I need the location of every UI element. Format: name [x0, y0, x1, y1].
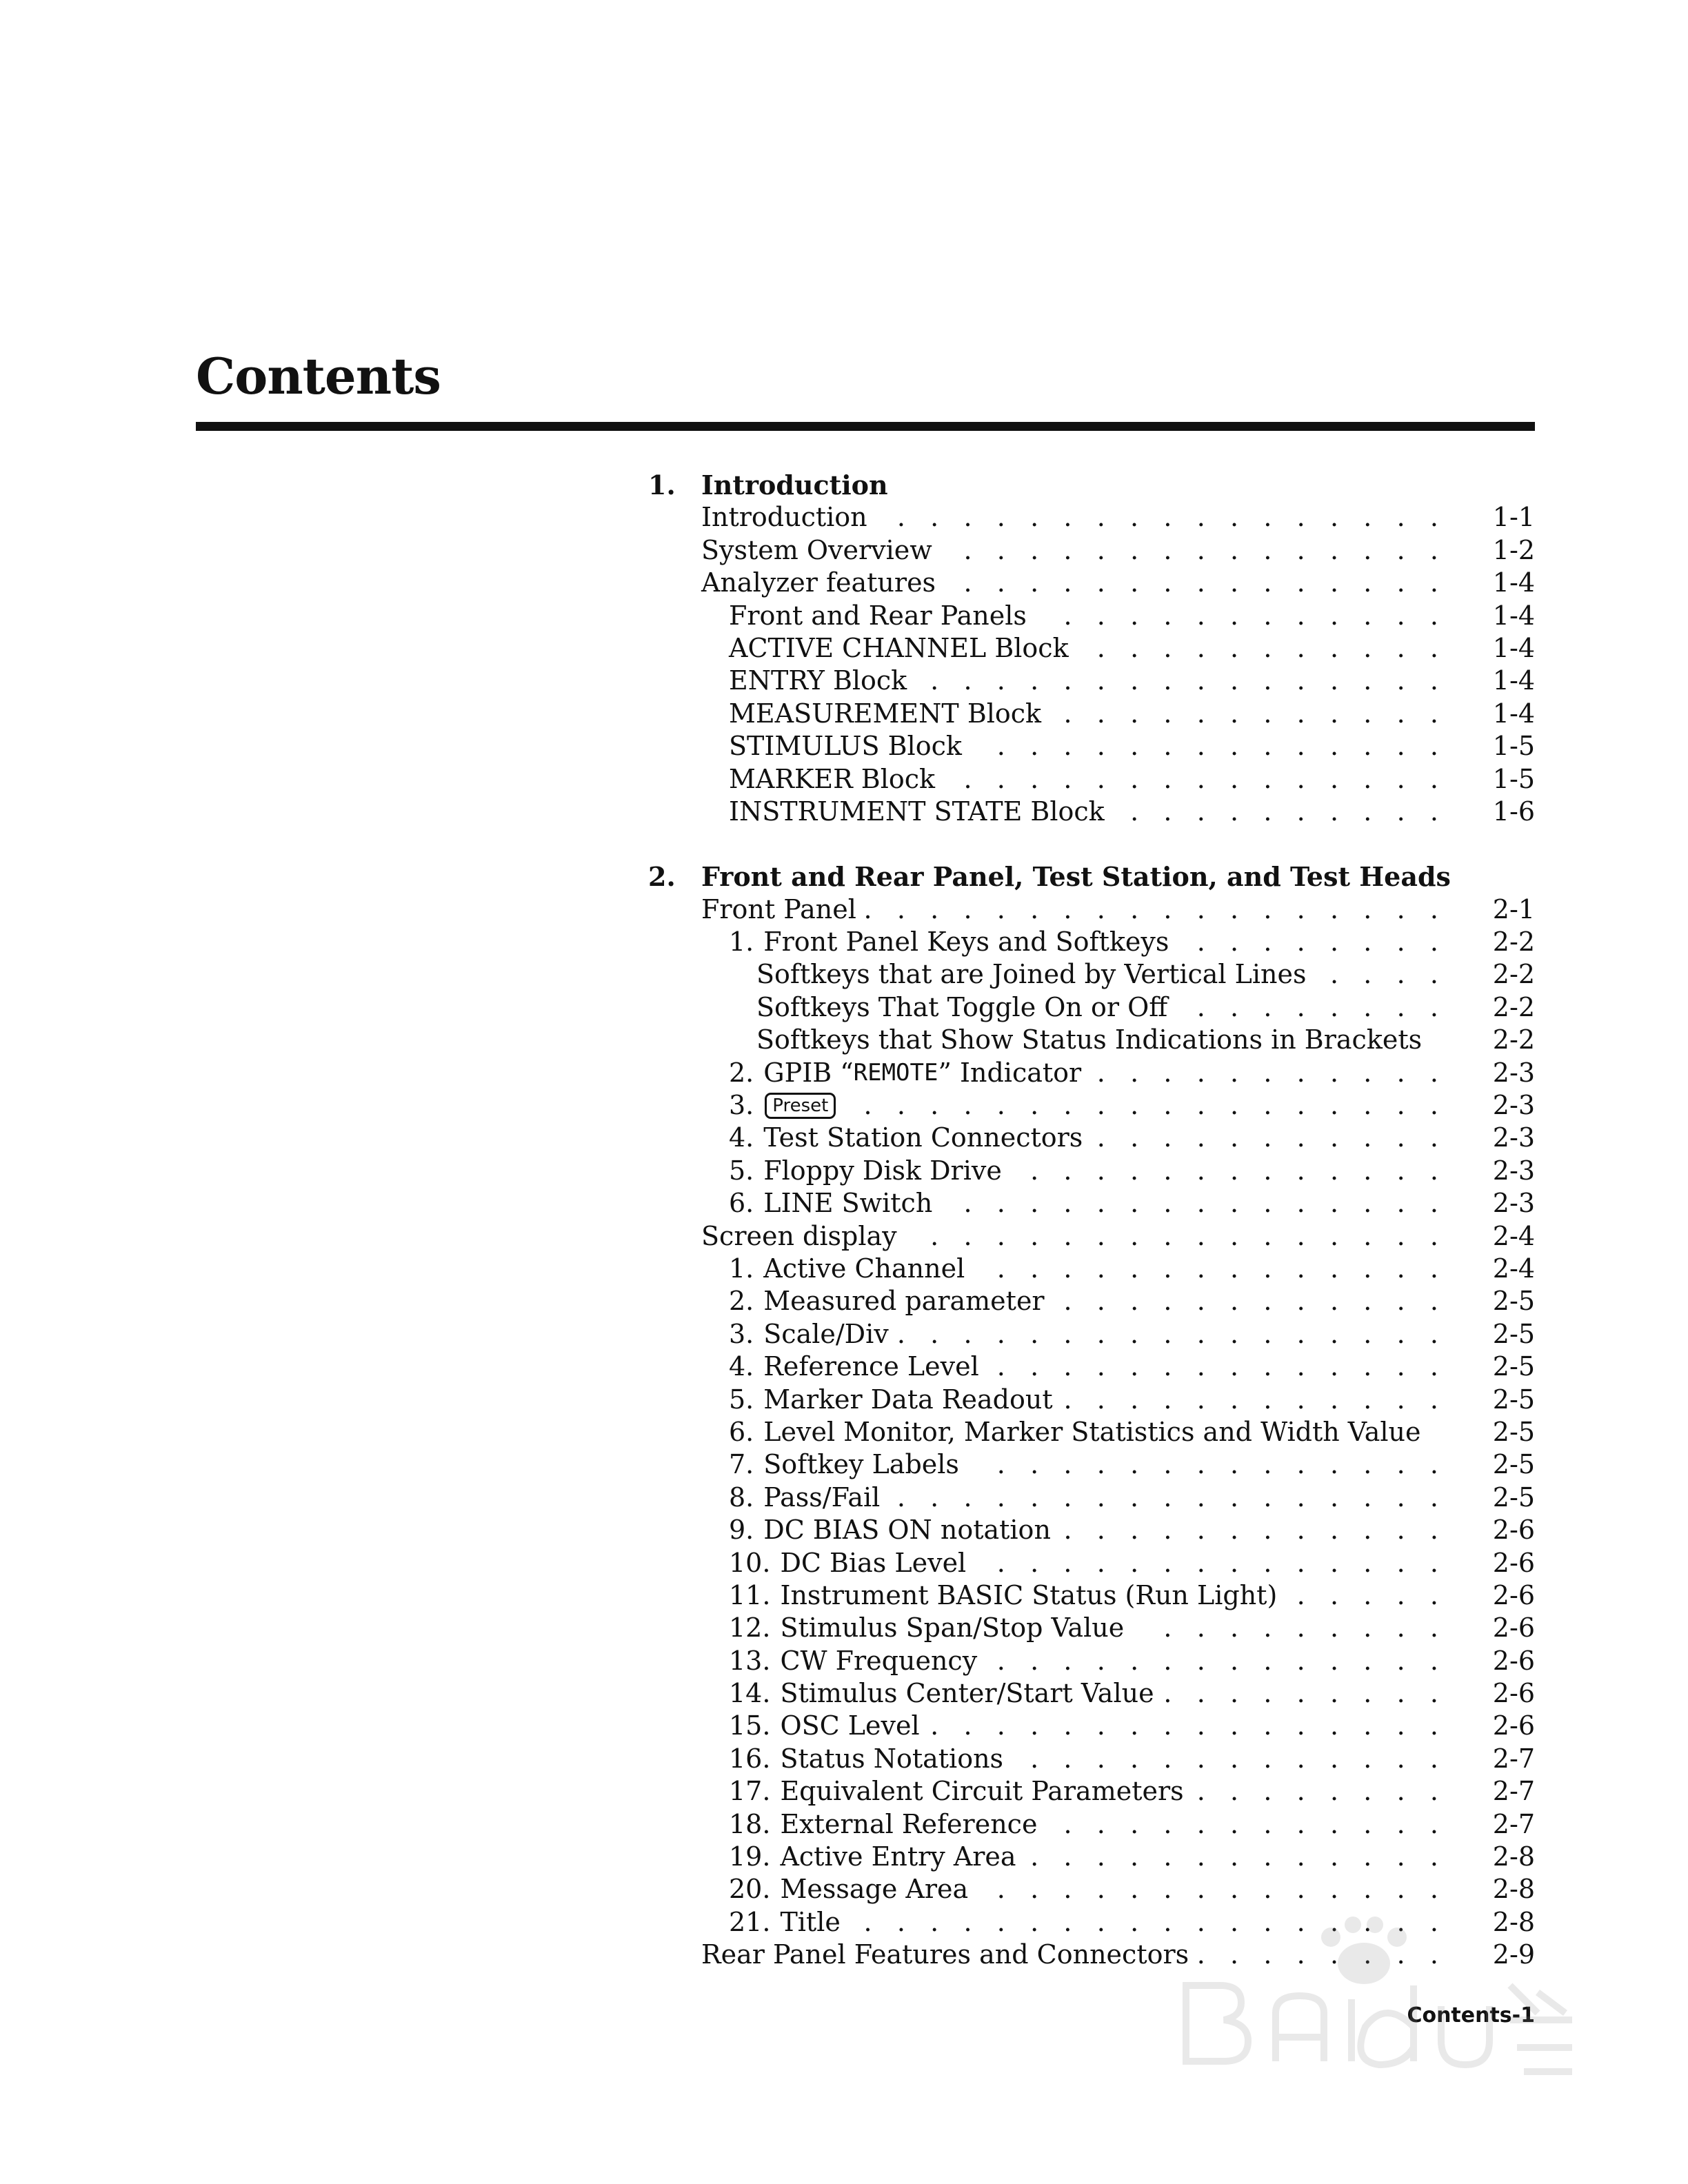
toc-entry-text: OSC Level — [780, 1710, 920, 1741]
toc-entry-text: DC BIAS ON notation — [763, 1515, 1051, 1546]
toc-entry[interactable] — [648, 893, 1535, 926]
chapter-title: Introduction — [701, 469, 888, 501]
toc-entry-text: Reference Level — [763, 1351, 979, 1382]
dot-leader: . . . . . . . . . . . . . . . . . — [896, 1482, 1438, 1513]
toc-entry[interactable] — [648, 1155, 1535, 1187]
page-footer: Contents-1 — [1407, 2003, 1535, 2028]
toc-entry[interactable] — [648, 1841, 1535, 1873]
toc-page-number: 2-6 — [1492, 1645, 1535, 1676]
toc-page-number: 2-7 — [1492, 1743, 1535, 1774]
toc-entry-text: Measured parameter — [763, 1286, 1045, 1317]
toc-entry-number: 19. — [729, 1841, 771, 1872]
toc-entry-number: 16. — [729, 1743, 771, 1774]
toc-entry-label — [729, 1579, 1277, 1612]
toc-entry-text: Title — [780, 1906, 841, 1937]
toc-entry[interactable] — [648, 1645, 1535, 1677]
toc-page-number: 2-5 — [1492, 1482, 1535, 1513]
toc-entry[interactable] — [648, 1122, 1535, 1154]
toc-page-number: 1-5 — [1492, 731, 1535, 762]
toc-page-number: 2-8 — [1492, 1841, 1535, 1872]
toc-entry-text: Marker Data Readout — [763, 1384, 1053, 1415]
toc-entry-text: Screen display — [701, 1220, 897, 1251]
toc-entry[interactable] — [648, 1775, 1535, 1808]
toc-entry-number: 8. — [729, 1482, 754, 1513]
dot-leader: . . . . . . . . . . . . . . — [996, 1449, 1438, 1480]
toc-entry-label — [701, 501, 867, 534]
toc-entry-label — [729, 1089, 836, 1122]
toc-entry-label — [756, 991, 1167, 1024]
toc-entry-number: 4. — [729, 1122, 754, 1153]
chapter-heading[interactable] — [648, 860, 1535, 893]
toc-entry-text: Equivalent Circuit Parameters — [780, 1776, 1184, 1807]
dot-leader: . . . . . . . . . . . . . . . . . . — [863, 893, 1438, 924]
chapter-number: 1. — [648, 469, 676, 501]
toc-entry-text: Rear Panel Features and Connectors — [701, 1939, 1189, 1970]
toc-page-number: 2-4 — [1492, 1253, 1535, 1284]
toc-entry-label — [729, 1187, 932, 1220]
dot-leader: . . . . . . . . . . . . . . . . — [930, 1220, 1438, 1251]
toc-entry-text: Softkey Labels — [763, 1449, 959, 1480]
toc-entry-label — [729, 698, 1041, 730]
toc-entry-text: Message Area — [780, 1874, 969, 1905]
toc-page-number: 1-1 — [1492, 502, 1535, 533]
toc-entry[interactable] — [648, 1547, 1535, 1579]
toc-entry-label — [729, 1841, 1016, 1873]
toc-entry[interactable] — [648, 1024, 1535, 1056]
toc-entry[interactable] — [648, 1448, 1535, 1481]
toc-entry-label — [729, 1057, 1081, 1089]
dot-leader: . . . . . . . . . . . — [1096, 1057, 1438, 1088]
toc-page-number: 2-5 — [1492, 1449, 1535, 1480]
preset-key-icon: Preset — [765, 1093, 836, 1119]
toc-entry[interactable] — [648, 567, 1535, 599]
dot-leader: . . . . . . . . . . . . . . . — [963, 1188, 1438, 1219]
toc-page-number: 1-2 — [1492, 534, 1535, 565]
toc-entry[interactable] — [648, 1187, 1535, 1220]
toc-entry[interactable] — [648, 665, 1535, 697]
toc-entry-number: 10. — [729, 1547, 771, 1578]
dot-leader: . . . . . . . . . . . . . . — [996, 1253, 1438, 1284]
remote-indicator-text: REMOTE — [853, 1058, 938, 1086]
toc-page-number: 2-5 — [1492, 1351, 1535, 1382]
toc-entry-number: 13. — [729, 1645, 771, 1676]
dot-leader: . . . . . . . . — [1196, 1776, 1438, 1807]
dot-leader: . . . . . . . . . . . . . . — [996, 1645, 1438, 1676]
toc-entry[interactable] — [648, 1612, 1535, 1644]
toc-entry-label — [701, 534, 932, 567]
toc-entry[interactable] — [648, 1057, 1535, 1089]
toc-entry-label — [729, 632, 1069, 665]
dot-leader: . . . . . . . . . . . . — [1063, 1515, 1438, 1546]
toc-entry-number: 4. — [729, 1351, 754, 1382]
toc-entry-label — [756, 1024, 1422, 1056]
toc-entry-number: 1. — [729, 927, 754, 958]
toc-entry-label — [729, 1416, 1421, 1448]
toc-entry-text: Active Channel — [763, 1253, 965, 1284]
toc-entry[interactable] — [648, 730, 1535, 762]
toc-entry[interactable] — [648, 1710, 1535, 1742]
toc-entry-text: Active Entry Area — [780, 1841, 1016, 1872]
dot-leader: . . . . . . . . . — [1163, 1612, 1438, 1644]
toc-entry-text: Introduction — [701, 502, 867, 533]
dot-leader: . . . . . . . . . . . . . . — [996, 1547, 1438, 1578]
toc-page-number: 2-5 — [1492, 1286, 1535, 1317]
dot-leader: . . . . . . . . . — [1163, 1678, 1438, 1709]
toc-page-number: 2-3 — [1492, 1090, 1535, 1121]
toc-entry[interactable] — [648, 1514, 1535, 1546]
toc-entry-label — [729, 1122, 1083, 1154]
toc-entry[interactable] — [648, 1808, 1535, 1841]
chapter-number: 2. — [648, 861, 676, 893]
table-of-contents — [648, 469, 1535, 1972]
dot-leader: . . . . . . . . . . . . — [1063, 1384, 1438, 1415]
toc-entry[interactable] — [648, 1220, 1535, 1253]
toc-entry-number: 6. — [729, 1416, 754, 1447]
toc-entry-text: Front Panel Keys and Softkeys — [763, 927, 1169, 958]
toc-page-number: 2-7 — [1492, 1776, 1535, 1807]
toc-entry-number: 6. — [729, 1188, 754, 1219]
toc-entry-label — [729, 1351, 979, 1383]
toc-entry-text: Scale/Div — [763, 1318, 889, 1349]
toc-page-number: 2-3 — [1492, 1057, 1535, 1088]
dot-leader: . . . . . . . . . . . . . — [1030, 1743, 1438, 1774]
toc-entry-text: Softkeys That Toggle On or Off — [756, 991, 1168, 1022]
toc-entry-label — [729, 1645, 977, 1677]
toc-entry-label — [729, 926, 1169, 958]
dot-leader: . . . . . . . . — [1196, 1939, 1438, 1970]
dot-leader: . . . . . . . . . . . . . . — [996, 731, 1438, 762]
toc-entry[interactable] — [648, 1253, 1535, 1285]
toc-page-number: 2-6 — [1492, 1579, 1535, 1610]
toc-page-number: 2-5 — [1492, 1416, 1535, 1447]
toc-entry-label — [729, 600, 1027, 632]
toc-entry-label — [729, 1482, 880, 1514]
toc-entry-label — [701, 1939, 1189, 1971]
toc-page-number: 1-4 — [1492, 600, 1535, 631]
toc-entry[interactable] — [648, 501, 1535, 534]
toc-page-number: 2-6 — [1492, 1547, 1535, 1578]
toc-entry-text: INSTRUMENT STATE Block — [729, 796, 1105, 827]
toc-entry-number: 5. — [729, 1155, 754, 1186]
toc-entry[interactable] — [648, 1384, 1535, 1416]
dot-leader: . . . . . . . . . . . . . . . — [963, 763, 1438, 794]
toc-entry-number: 15. — [729, 1710, 771, 1741]
toc-entry-number: 7. — [729, 1449, 754, 1480]
toc-entry-label — [729, 1514, 1051, 1546]
toc-entry-text: ENTRY Block — [729, 665, 907, 696]
toc-entry-label — [729, 1906, 841, 1939]
toc-page-number: 2-3 — [1492, 1122, 1535, 1153]
toc-entry[interactable] — [648, 600, 1535, 632]
toc-entry-text: System Overview — [701, 534, 932, 565]
toc-page-number: 2-7 — [1492, 1808, 1535, 1839]
dot-leader: . . . . . . . . . . . — [1096, 1122, 1438, 1153]
toc-page-number: 2-3 — [1492, 1188, 1535, 1219]
toc-page-number: 2-8 — [1492, 1906, 1535, 1937]
dot-leader: . . . . . . . . . . . . . — [1030, 1841, 1438, 1872]
toc-entry-number: 14. — [729, 1678, 771, 1709]
toc-entry-text: MEASUREMENT Block — [729, 698, 1042, 729]
toc-entry-label — [701, 893, 856, 926]
toc-entry-text: STIMULUS Block — [729, 731, 962, 762]
toc-entry-label — [729, 665, 907, 697]
toc-entry[interactable] — [648, 958, 1535, 991]
toc-entry-number: 11. — [729, 1579, 771, 1610]
dot-leader: . . . . . . . . . . . . — [1063, 1286, 1438, 1317]
dot-leader: . . . . . . . . . . . . . . . . . — [896, 502, 1438, 533]
dot-leader: . . . . . . . . — [1196, 991, 1438, 1022]
dot-leader: . . . . . . . . . . . . . . . . — [930, 1710, 1438, 1741]
chapter-1 — [648, 469, 1535, 828]
toc-entry-text: Analyzer features — [701, 567, 936, 598]
toc-entry-label — [729, 1873, 968, 1905]
toc-page-number: 2-1 — [1492, 893, 1535, 924]
toc-page-number: 2-9 — [1492, 1939, 1535, 1970]
toc-entry-text: ” Indicator — [938, 1057, 1082, 1088]
toc-entry-number: 5. — [729, 1384, 754, 1415]
toc-entry[interactable] — [648, 534, 1535, 567]
dot-leader: . . . . . . . . . . . . . . . . . . — [863, 1090, 1438, 1121]
toc-entry-text: Front and Rear Panels — [729, 600, 1027, 631]
toc-entry-label — [729, 1384, 1053, 1416]
toc-entry-text: Test Station Connectors — [763, 1122, 1083, 1153]
toc-entry[interactable] — [648, 698, 1535, 730]
toc-entry[interactable] — [648, 1318, 1535, 1351]
toc-page-number: 2-2 — [1492, 927, 1535, 958]
toc-entry-number: 3. — [729, 1090, 754, 1121]
toc-entry-label — [729, 796, 1105, 828]
toc-entry-label — [729, 763, 935, 796]
toc-entry[interactable] — [648, 796, 1535, 828]
toc-entry-label — [729, 1318, 889, 1351]
toc-entry-number: 18. — [729, 1808, 771, 1839]
toc-page-number: 2-6 — [1492, 1710, 1535, 1741]
toc-entry-label — [729, 1743, 1003, 1775]
toc-entry[interactable] — [648, 1416, 1535, 1448]
toc-page-number: 2-5 — [1492, 1318, 1535, 1349]
title-rule — [196, 422, 1535, 431]
toc-page-number: 2-6 — [1492, 1515, 1535, 1546]
dot-leader: . . . . . — [1296, 1579, 1438, 1610]
dot-leader: . . . . . . . . . . . . . . . . . . — [863, 1906, 1438, 1937]
toc-page-number: 2-5 — [1492, 1384, 1535, 1415]
dot-leader: . . . . . . . . . . . . . . . — [963, 534, 1438, 565]
toc-entry-text: Softkeys that are Joined by Vertical Lines — [756, 959, 1307, 990]
toc-entry-number: 21. — [729, 1906, 771, 1937]
toc-entry[interactable] — [648, 1089, 1535, 1122]
dot-leader: . . . . . . . . . . . . . . . . . — [896, 1318, 1438, 1349]
dot-leader: . . . . . . . . . . . . . . . — [963, 567, 1438, 598]
toc-page-number: 2-3 — [1492, 1155, 1535, 1186]
toc-entry-number: 9. — [729, 1515, 754, 1546]
toc-entry-text: LINE Switch — [763, 1188, 933, 1219]
toc-page-number: 2-2 — [1492, 1024, 1535, 1055]
toc-entry-label — [701, 1220, 897, 1253]
toc-entry-text: External Reference — [780, 1808, 1038, 1839]
dot-leader: . . . . . . . . . . — [1130, 796, 1438, 827]
toc-entry-number: 2. — [729, 1057, 754, 1088]
toc-entry-number: 17. — [729, 1776, 771, 1807]
toc-entry-number: 3. — [729, 1318, 754, 1349]
dot-leader: . . . . . . . . . . . . . . — [996, 1351, 1438, 1382]
toc-entry-label — [729, 1253, 965, 1285]
toc-entry-text: CW Frequency — [780, 1645, 978, 1676]
toc-entry[interactable] — [648, 1285, 1535, 1317]
toc-entry[interactable] — [648, 763, 1535, 796]
toc-entry[interactable] — [648, 1482, 1535, 1514]
toc-entry[interactable] — [648, 1873, 1535, 1905]
chapter-title: Front and Rear Panel, Test Station, and Test Heads — [701, 861, 1451, 893]
dot-leader: . . . . . . . . . . . . — [1063, 698, 1438, 729]
dot-leader: . . . . . . . . . . . . . . . . — [930, 665, 1438, 696]
toc-entry-label — [701, 567, 936, 599]
toc-entry-label — [729, 730, 962, 762]
dot-leader: . . . . . . . . . . . . . — [1030, 1155, 1438, 1186]
toc-entry[interactable] — [648, 991, 1535, 1024]
toc-entry-text: ACTIVE CHANNEL Block — [729, 632, 1069, 663]
dot-leader: . . . . — [1329, 959, 1438, 990]
toc-entry-label — [729, 1710, 920, 1742]
chapter-2 — [648, 860, 1535, 1971]
toc-entry-text: GPIB “ — [763, 1057, 854, 1088]
toc-entry-text: Stimulus Span/Stop Value — [780, 1612, 1125, 1644]
dot-leader: . . . . . . . . . . . . . . — [996, 1874, 1438, 1905]
baidu-watermark-logo — [1172, 1910, 1586, 2089]
toc-entry-text: Status Notations — [780, 1743, 1004, 1774]
toc-entry-label — [729, 1547, 966, 1579]
toc-entry-text: Level Monitor, Marker Statistics and Width Value — [763, 1416, 1421, 1447]
toc-entry-text: MARKER Block — [729, 763, 936, 794]
dot-leader: . . . . . . . . . . . . — [1063, 1808, 1438, 1839]
toc-entry-text: Floppy Disk Drive — [763, 1155, 1002, 1186]
toc-entry-label — [729, 1612, 1124, 1644]
toc-page-number: 1-6 — [1492, 796, 1535, 827]
toc-page-number: 2-2 — [1492, 991, 1535, 1022]
toc-entry[interactable] — [648, 1351, 1535, 1383]
toc-entry-label — [729, 1775, 1184, 1808]
toc-entry[interactable] — [648, 1677, 1535, 1710]
toc-page-number: 2-2 — [1492, 959, 1535, 990]
page-title: Contents — [196, 347, 441, 405]
toc-page-number: 2-6 — [1492, 1678, 1535, 1709]
chapter-heading[interactable] — [648, 469, 1535, 501]
toc-entry-number: 20. — [729, 1874, 771, 1905]
toc-entry-text: Instrument BASIC Status (Run Light) — [780, 1579, 1278, 1610]
toc-entry-text: Softkeys that Show Status Indications in Brackets — [756, 1024, 1423, 1055]
toc-entry-text: Stimulus Center/Start Value — [780, 1678, 1154, 1709]
toc-entry-text: DC Bias Level — [780, 1547, 967, 1578]
dot-leader: . . . . . . . . . . . — [1096, 632, 1438, 663]
toc-page-number: 1-4 — [1492, 632, 1535, 663]
toc-entry-label — [729, 1285, 1045, 1317]
dot-leader: . . . . . . . . — [1196, 927, 1438, 958]
toc-entry-text: Front Panel — [701, 893, 856, 924]
toc-entry-label — [756, 958, 1307, 991]
toc-page-number: 1-4 — [1492, 665, 1535, 696]
toc-page-number: 2-8 — [1492, 1874, 1535, 1905]
toc-entry[interactable] — [648, 926, 1535, 958]
toc-entry-number: 1. — [729, 1253, 754, 1284]
toc-page-number: 1-4 — [1492, 698, 1535, 729]
toc-entry-number: 12. — [729, 1612, 771, 1644]
toc-page-number: 1-5 — [1492, 763, 1535, 794]
toc-page-number: 2-4 — [1492, 1220, 1535, 1251]
toc-entry-number: 2. — [729, 1286, 754, 1317]
dot-leader: . . . . . . . . . . . . — [1063, 600, 1438, 631]
toc-entry-label — [729, 1155, 1002, 1187]
toc-entry[interactable] — [648, 632, 1535, 665]
toc-page-number: 2-6 — [1492, 1612, 1535, 1644]
toc-entry[interactable] — [648, 1579, 1535, 1612]
toc-page-number: 1-4 — [1492, 567, 1535, 598]
toc-entry[interactable] — [648, 1743, 1535, 1775]
toc-entry-text: Pass/Fail — [763, 1482, 881, 1513]
toc-entry-label — [729, 1808, 1037, 1841]
toc-entry-label — [729, 1448, 959, 1481]
toc-entry-label — [729, 1677, 1154, 1710]
